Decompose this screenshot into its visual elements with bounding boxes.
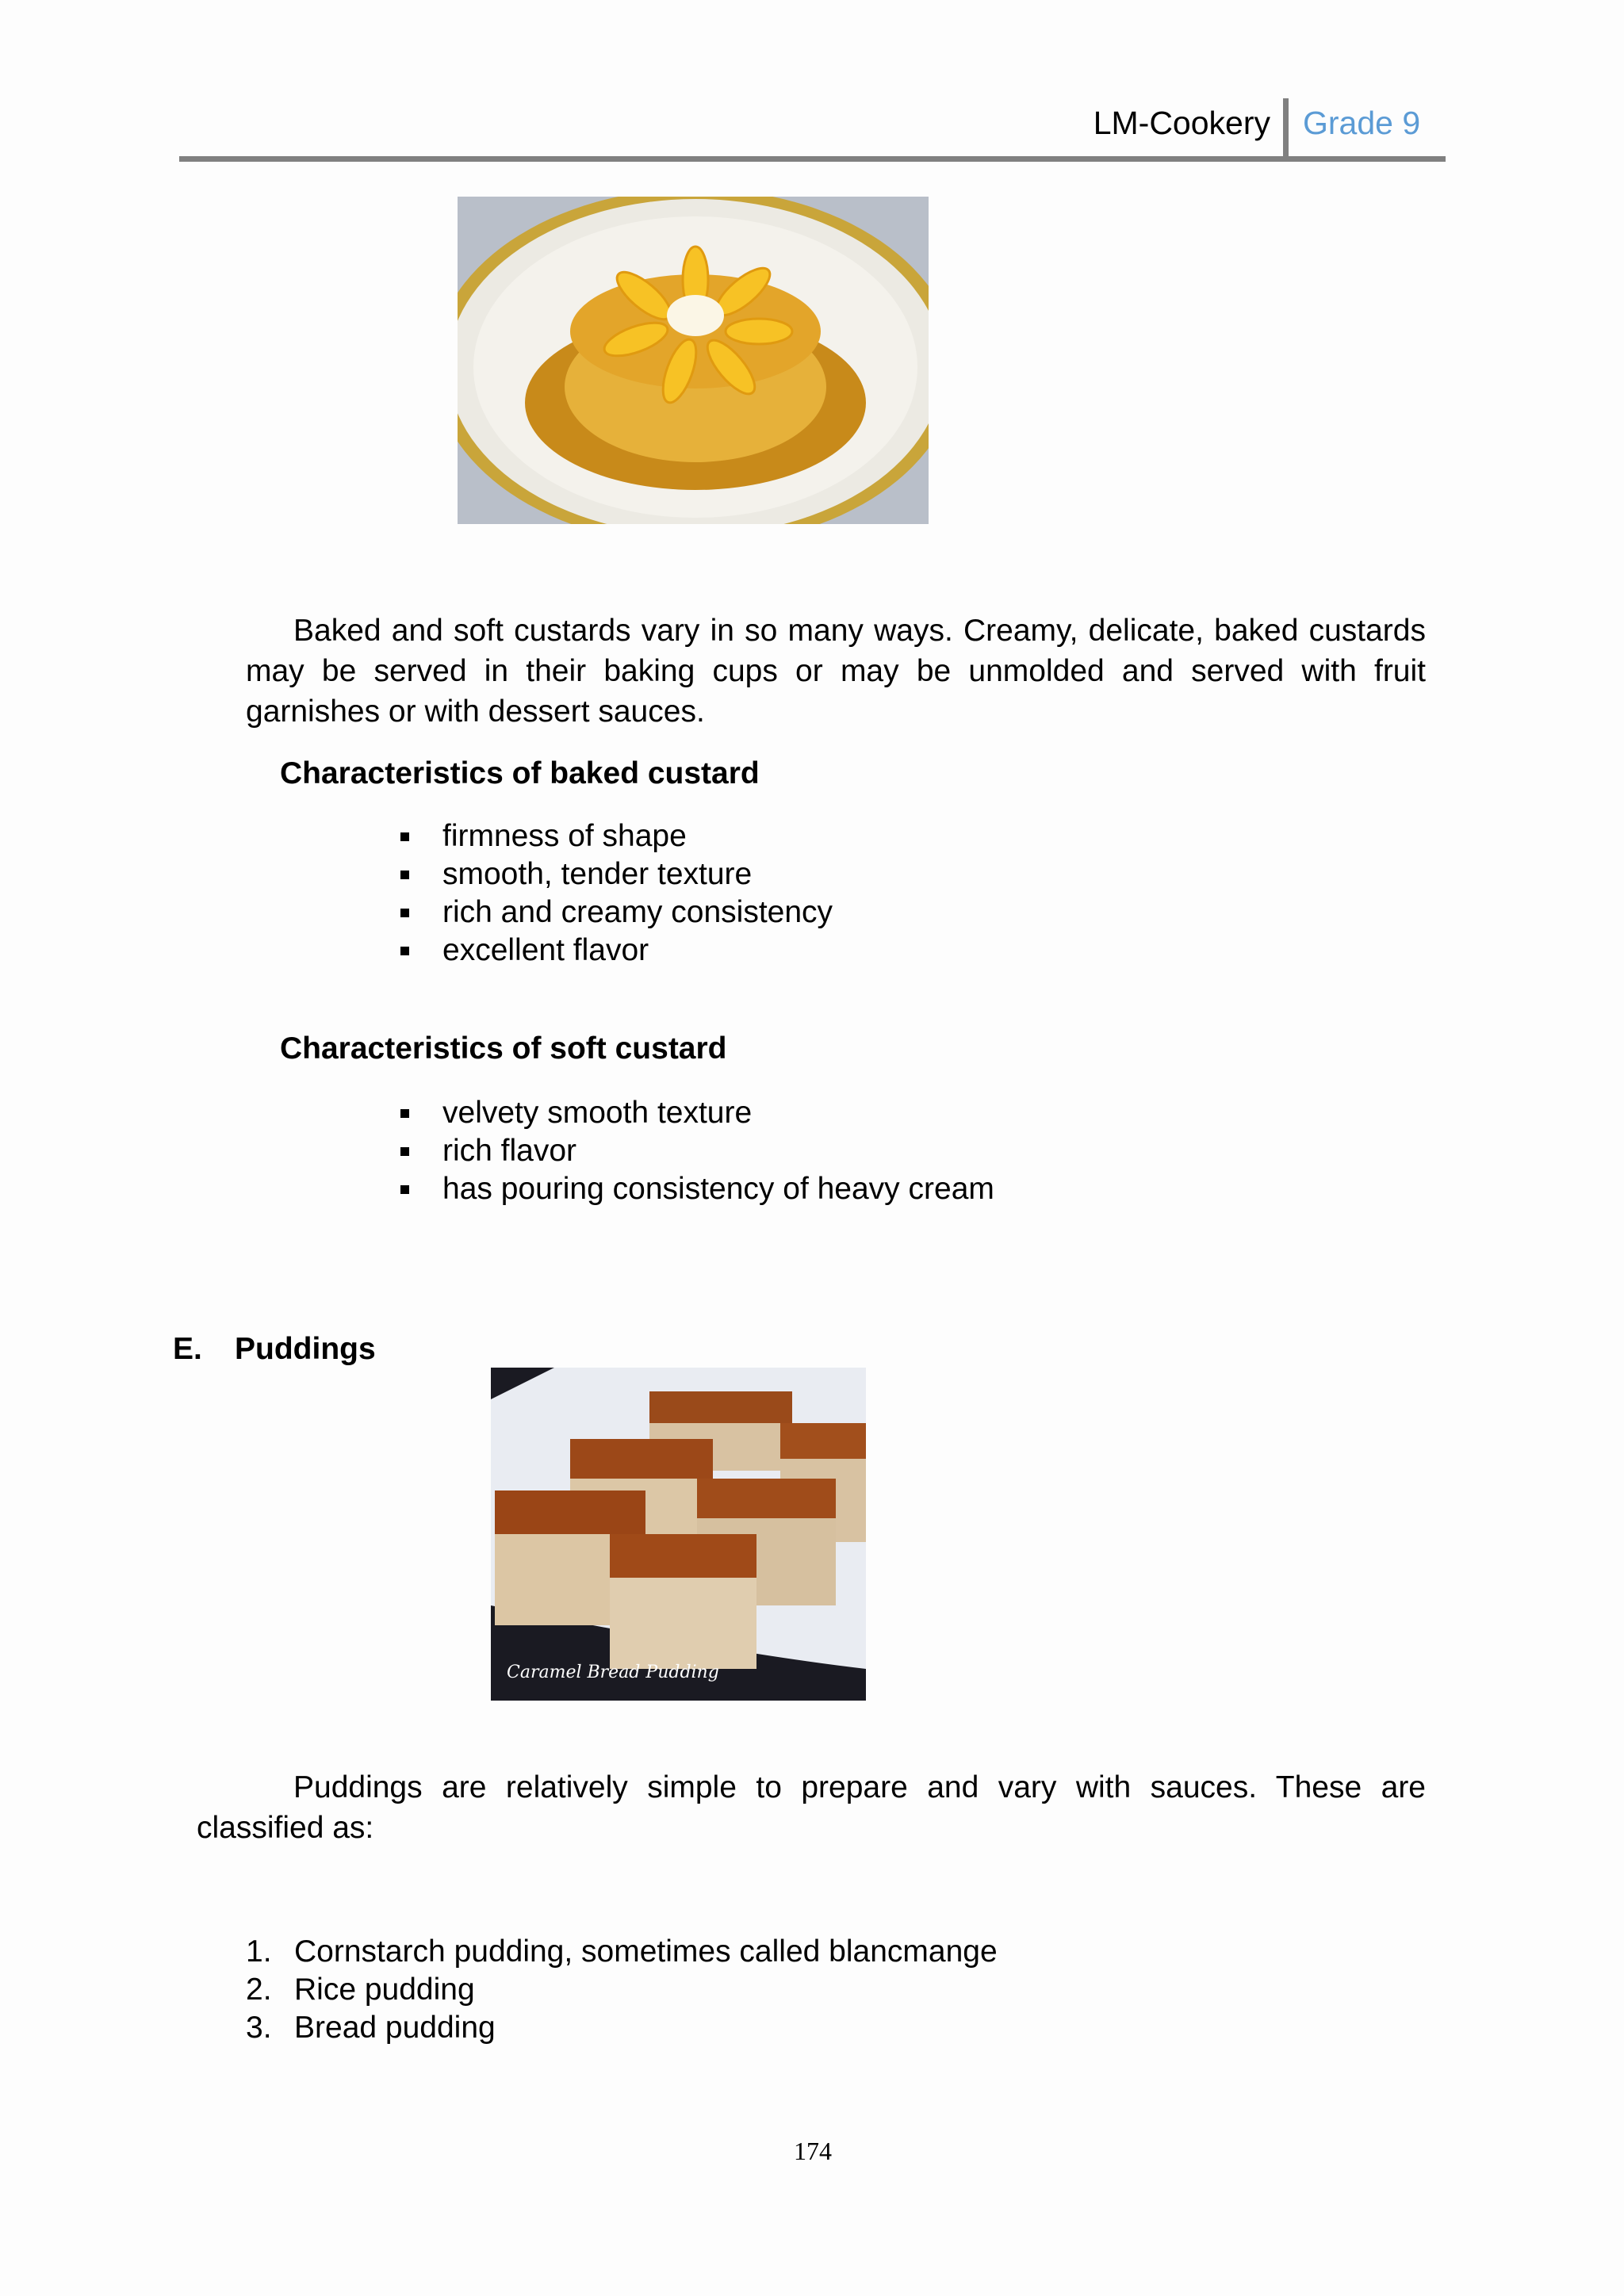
grade-label: Grade 9 <box>1303 105 1421 141</box>
list-item: 1. Cornstarch pudding, sometimes called blancmange <box>246 1934 998 1969</box>
list-item: rich flavor <box>400 1132 994 1170</box>
puddings-intro-paragraph: Puddings are relatively simple to prepare and vary with sauces. These are classified as: <box>197 1770 1426 1845</box>
list-item: velvety smooth texture <box>400 1094 994 1132</box>
caramel-custard-photo <box>458 197 929 524</box>
bullet-icon <box>400 1109 409 1118</box>
list-item: 2. Rice pudding <box>246 1973 475 2007</box>
soft-custard-list <box>400 1094 994 1208</box>
baked-custard-heading: Characteristics of baked custard <box>280 756 760 790</box>
pudding-types-list <box>246 1933 998 2047</box>
list-item: has pouring consistency of heavy cream <box>400 1170 994 1208</box>
list-item: rich and creamy consistency <box>400 894 833 932</box>
document-title: LM-Cookery <box>1093 105 1270 141</box>
header-divider <box>1283 98 1289 160</box>
section-letter: E. <box>173 1332 202 1366</box>
puddings-heading: Puddings <box>235 1332 376 1366</box>
list-item: excellent flavor <box>400 932 833 970</box>
list-item: 3. Bread pudding <box>246 2011 496 2045</box>
list-item: firmness of shape <box>400 817 833 855</box>
photo-caption: Caramel Bread Pudding <box>507 1663 719 1682</box>
bullet-icon <box>400 909 409 917</box>
bullet-icon <box>400 1185 409 1194</box>
bullet-icon <box>400 1147 409 1156</box>
header-rule <box>179 156 1446 162</box>
page-number: 174 <box>794 2137 832 2165</box>
bullet-icon <box>400 871 409 879</box>
list-item: smooth, tender texture <box>400 855 833 894</box>
baked-custard-list <box>400 817 833 970</box>
soft-custard-heading: Characteristics of soft custard <box>280 1031 727 1066</box>
custard-intro-paragraph: Baked and soft custards vary in so many ways. Creamy, delicate, baked custards may be served in their baking cups or may be unmolded and served with fruit garnishes or with dessert sauces. <box>246 614 1426 729</box>
bread-pudding-photo <box>491 1368 866 1701</box>
bullet-icon <box>400 947 409 955</box>
bullet-icon <box>400 832 409 841</box>
